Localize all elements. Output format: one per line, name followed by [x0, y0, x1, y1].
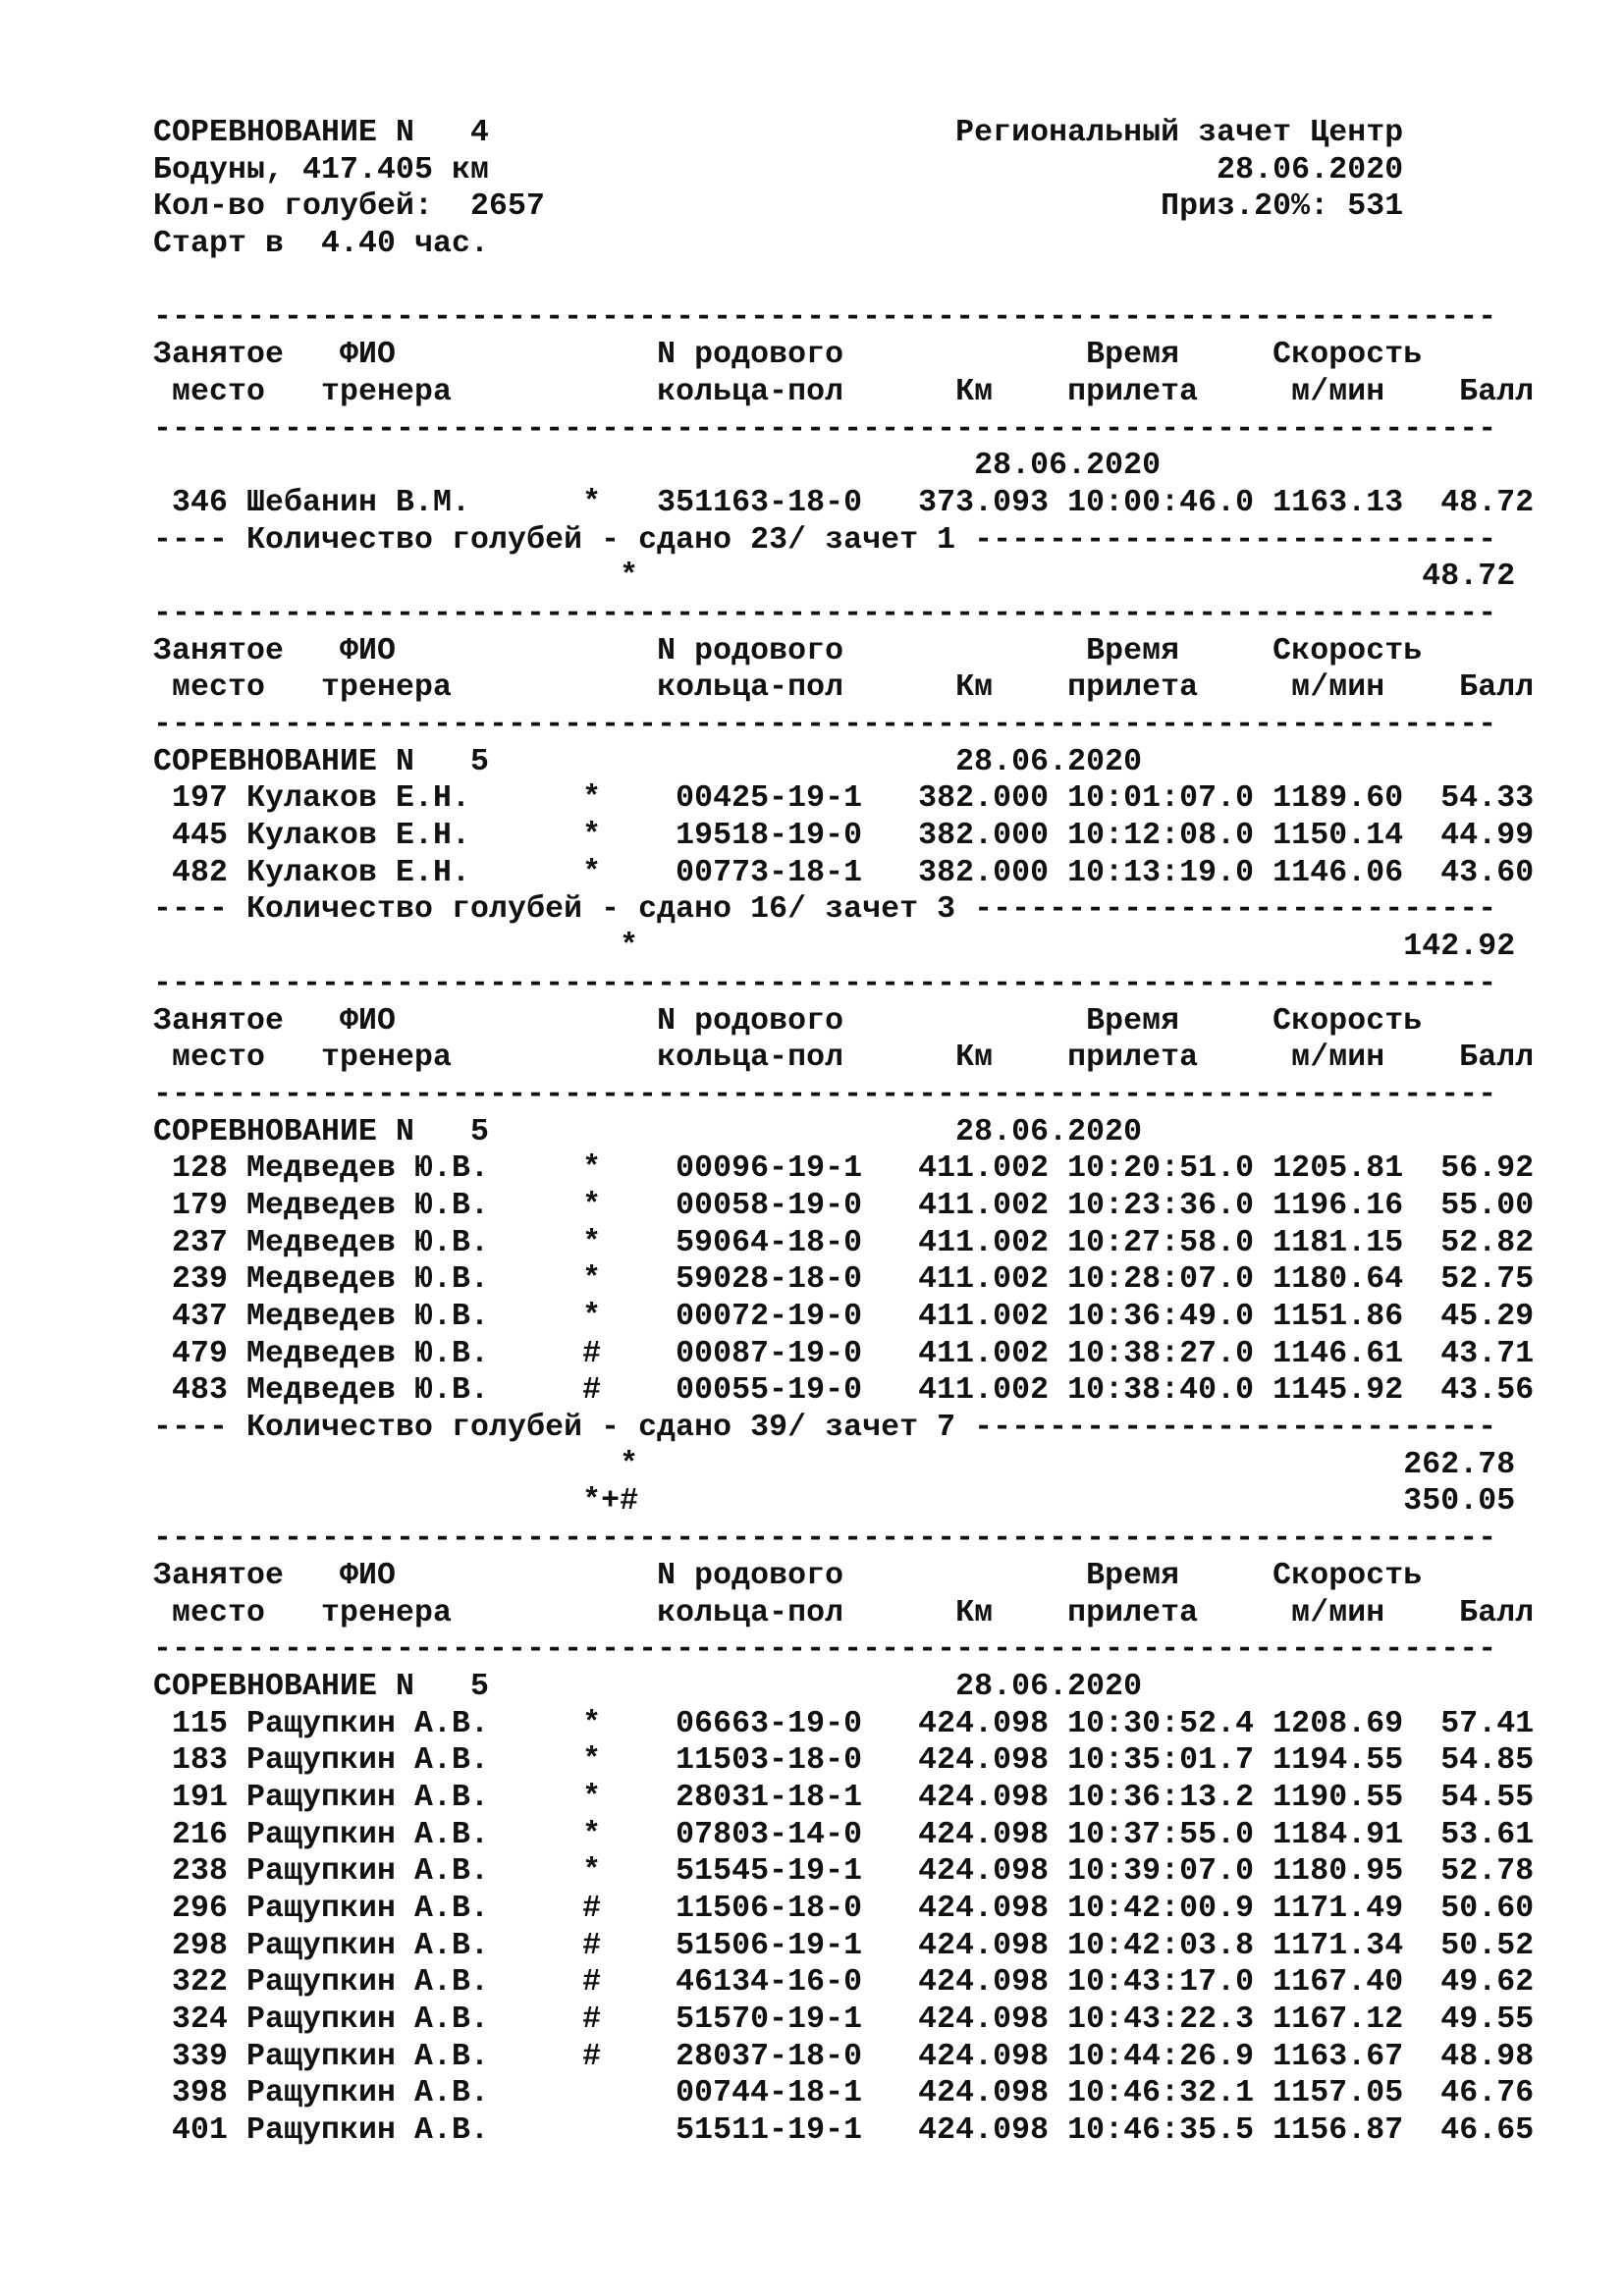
printout-line: 324 Ращупкин А.В. # 51570-19-1 424.098 10:43:22.3 1167.12 49.55 — [153, 2002, 1535, 2038]
printout-line: Занятое ФИО N родового Время Скорость — [153, 1003, 1423, 1039]
printout-line: 179 Медведев Ю.В. * 00058-19-0 411.002 10:23:36.0 1196.16 55.00 — [153, 1188, 1535, 1223]
printout-line: 398 Ращупкин А.В. 00744-18-1 424.098 10:46:32.1 1157.05 46.76 — [153, 2076, 1535, 2111]
printout-line: место тренера кольца-пол Км прилета м/мин Балл — [153, 670, 1535, 706]
printout-line: Бодуны, 417.405 км 28.06.2020 — [153, 152, 1404, 187]
printout-line: 128 Медведев Ю.В. * 00096-19-1 411.002 10:20:51.0 1205.81 56.92 — [153, 1151, 1535, 1187]
printout-line: ------------------------------------------------------------------------ — [153, 1632, 1497, 1668]
printout-line: 483 Медведев Ю.В. # 00055-19-0 411.002 10:38:40.0 1145.92 43.56 — [153, 1373, 1535, 1409]
printout-line: 346 Шебанин В.М. * 351163-18-0 373.093 10:00:46.0 1163.13 48.72 — [153, 485, 1535, 520]
printout-line: Занятое ФИО N родового Время Скорость — [153, 1558, 1423, 1593]
printout-line: СОРЕВНОВАНИЕ N 5 28.06.2020 — [153, 1669, 1143, 1704]
printout-line: ---- Количество голубей - сдано 23/ зачет 1 ---------------------------- — [153, 522, 1497, 558]
printout-line: * 142.92 — [153, 930, 1516, 965]
printout-line: 445 Кулаков Е.Н. * 19518-19-0 382.000 10:12:08.0 1150.14 44.99 — [153, 819, 1535, 854]
printout-line: 437 Медведев Ю.В. * 00072-19-0 411.002 10:36:49.0 1151.86 45.29 — [153, 1300, 1535, 1334]
printout-line: Старт в 4.40 час. — [153, 227, 490, 262]
printout-line: СОРЕВНОВАНИЕ N 4 Региональный зачет Центр — [153, 116, 1404, 150]
printout-line: ------------------------------------------------------------------------ — [153, 966, 1497, 1001]
printout-line: место тренера кольца-пол Км прилета м/мин Балл — [153, 374, 1535, 409]
printout-line: 183 Ращупкин А.В. * 11503-18-0 424.098 10:35:01.7 1194.55 54.85 — [153, 1743, 1535, 1779]
printout-line: ------------------------------------------------------------------------ — [153, 708, 1497, 742]
printout-line: * 262.78 — [153, 1447, 1516, 1482]
printout-line: 216 Ращупкин А.В. * 07803-14-0 424.098 10:37:55.0 1184.91 53.61 — [153, 1817, 1535, 1852]
printout-line: 239 Медведев Ю.В. * 59028-18-0 411.002 10:28:07.0 1180.64 52.75 — [153, 1262, 1535, 1298]
printout-line: ---- Количество голубей - сдано 16/ зачет 3 ---------------------------- — [153, 892, 1497, 928]
printout-line: 298 Ращупкин А.В. # 51506-19-1 424.098 10:42:03.8 1171.34 50.52 — [153, 1928, 1535, 1963]
printout-line: 296 Ращупкин А.В. # 11506-18-0 424.098 10:42:00.9 1171.49 50.60 — [153, 1892, 1535, 1926]
printout-line: 322 Ращупкин А.В. # 46134-16-0 424.098 10:43:17.0 1167.40 49.62 — [153, 1965, 1535, 2001]
printout-line: ------------------------------------------------------------------------ — [153, 411, 1497, 447]
printout-line: ------------------------------------------------------------------------ — [153, 300, 1497, 336]
printout-line: ------------------------------------------------------------------------ — [153, 1522, 1497, 1557]
printout-line: 237 Медведев Ю.В. * 59064-18-0 411.002 10:27:58.0 1181.15 52.82 — [153, 1225, 1535, 1260]
printout-line: Кол-во голубей: 2657 Приз.20%: 531 — [153, 189, 1404, 225]
printout-line: ---- Количество голубей - сдано 39/ зачет 7 ---------------------------- — [153, 1411, 1497, 1446]
printout-line: ------------------------------------------------------------------------ — [153, 596, 1497, 631]
printout-line: СОРЕВНОВАНИЕ N 5 28.06.2020 — [153, 1114, 1143, 1149]
printout-line: место тренера кольца-пол Км прилета м/мин Балл — [153, 1041, 1535, 1076]
printout-line: *+# 350.05 — [153, 1484, 1516, 1520]
printout-line: СОРЕВНОВАНИЕ N 5 28.06.2020 — [153, 744, 1143, 779]
printout-line — [153, 263, 1534, 300]
printout-line: 115 Ращупкин А.В. * 06663-19-0 424.098 10:30:52.4 1208.69 57.41 — [153, 1706, 1535, 1741]
printout-line: ------------------------------------------------------------------------ — [153, 1077, 1497, 1112]
results-printout — [153, 115, 1534, 2150]
printout-line: 339 Ращупкин А.В. # 28037-18-0 424.098 10:44:26.9 1163.67 48.98 — [153, 2039, 1535, 2074]
printout-line: место тренера кольца-пол Км прилета м/мин Балл — [153, 1595, 1535, 1630]
printout-line: 238 Ращупкин А.В. * 51545-19-1 424.098 10:39:07.0 1180.95 52.78 — [153, 1854, 1535, 1890]
printout-line: 482 Кулаков Е.Н. * 00773-18-1 382.000 10:13:19.0 1146.06 43.60 — [153, 855, 1535, 890]
printout-line: 191 Ращупкин А.В. * 28031-18-1 424.098 10:36:13.2 1190.55 54.55 — [153, 1780, 1535, 1815]
printout-line: * 48.72 — [153, 560, 1516, 595]
printout-line: 197 Кулаков Е.Н. * 00425-19-1 382.000 10:01:07.0 1189.60 54.33 — [153, 781, 1535, 817]
printout-line: 479 Медведев Ю.В. # 00087-19-0 411.002 10:38:27.0 1146.61 43.71 — [153, 1336, 1535, 1371]
printout-line: Занятое ФИО N родового Время Скорость — [153, 338, 1423, 373]
printout-line: Занятое ФИО N родового Время Скорость — [153, 633, 1423, 668]
printout-line: 401 Ращупкин А.В. 51511-19-1 424.098 10:46:35.5 1156.87 46.65 — [153, 2113, 1535, 2149]
printout-line: 28.06.2020 — [153, 449, 1162, 484]
